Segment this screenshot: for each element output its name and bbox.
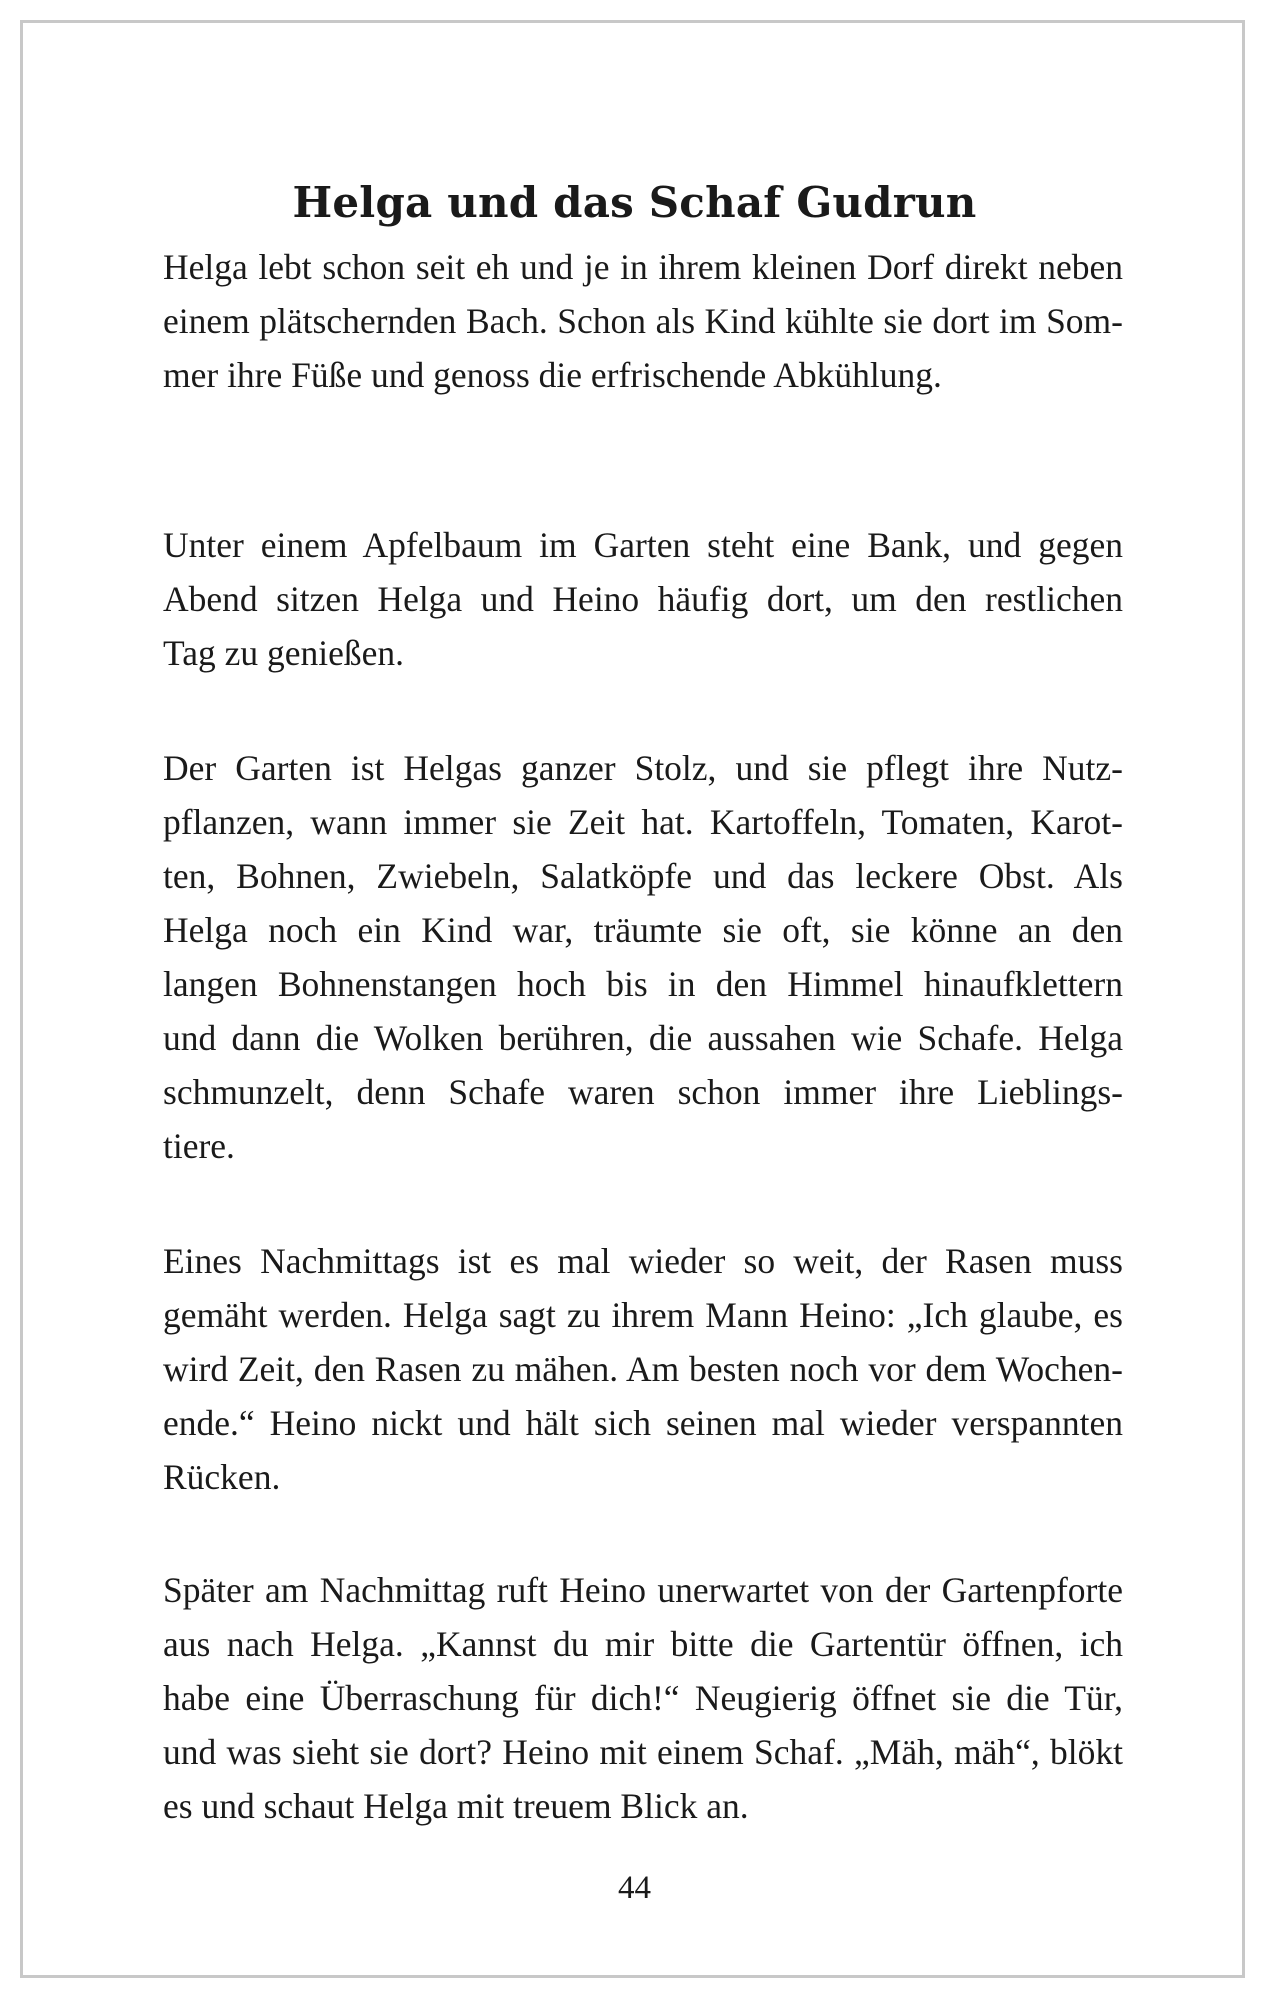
text-line: wird Zeit, den Rasen zu mähen. Am besten noch vor dem Wochen- <box>163 1349 1123 1389</box>
text-line: Abend sitzen Helga und Heino häufig dort, um den restlichen <box>163 579 1123 619</box>
text-line: Helga lebt schon seit eh und je in ihrem kleinen Dorf direkt neben <box>163 247 1123 287</box>
text-line: Tag zu genießen. <box>163 633 404 673</box>
text-line: mer ihre Füße und genoss die erfrischende Abkühlung. <box>163 355 942 395</box>
text-line: ten, Bohnen, Zwiebeln, Salatköpfe und das leckere Obst. Als <box>163 856 1123 896</box>
text-line: Später am Nachmittag ruft Heino unerwartet von der Gartenpforte <box>163 1570 1123 1610</box>
text-line: Eines Nachmittags ist es mal wieder so weit, der Rasen muss <box>163 1241 1123 1281</box>
text-line: langen Bohnenstangen hoch bis in den Himmel hinaufklettern <box>163 964 1123 1004</box>
text-line: ende.“ Heino nickt und hält sich seinen mal wieder verspannten <box>163 1403 1123 1443</box>
text-line: Rücken. <box>163 1457 281 1497</box>
text-line: es und schaut Helga mit treuem Blick an. <box>163 1786 749 1826</box>
paragraph-4 <box>163 1234 1123 1504</box>
text-line: und dann die Wolken berühren, die aussahen wie Schafe. Helga <box>163 1018 1123 1058</box>
paragraph-2 <box>163 518 1123 680</box>
text-line: einem plätschernden Bach. Schon als Kind kühlte sie dort im Som- <box>163 301 1123 341</box>
paragraph-3 <box>163 741 1123 1173</box>
text-line: pflanzen, wann immer sie Zeit hat. Kartoffeln, Tomaten, Karot- <box>163 802 1123 842</box>
paragraph-5 <box>163 1563 1123 1833</box>
text-line: gemäht werden. Helga sagt zu ihrem Mann Heino: „Ich glaube, es <box>163 1295 1123 1335</box>
page-title: Helga und das Schaf Gudrun <box>292 178 977 227</box>
text-line: schmunzelt, denn Schafe waren schon immer ihre Lieblings- <box>163 1072 1123 1112</box>
text-line: und was sieht sie dort? Heino mit einem Schaf. „Mäh, mäh“, blökt <box>163 1732 1123 1772</box>
paragraph-1 <box>163 240 1123 402</box>
text-line: Helga noch ein Kind war, träumte sie oft, sie könne an den <box>163 910 1123 950</box>
text-line: tiere. <box>163 1126 235 1166</box>
page-number: 44 <box>618 1870 651 1906</box>
text-line: Der Garten ist Helgas ganzer Stolz, und sie pflegt ihre Nutz- <box>163 748 1123 788</box>
text-line: Unter einem Apfelbaum im Garten steht eine Bank, und gegen <box>163 525 1123 565</box>
text-line: habe eine Überraschung für dich!“ Neugierig öffnet sie die Tür, <box>163 1678 1123 1718</box>
text-line: aus nach Helga. „Kannst du mir bitte die Gartentür öffnen, ich <box>163 1624 1123 1664</box>
